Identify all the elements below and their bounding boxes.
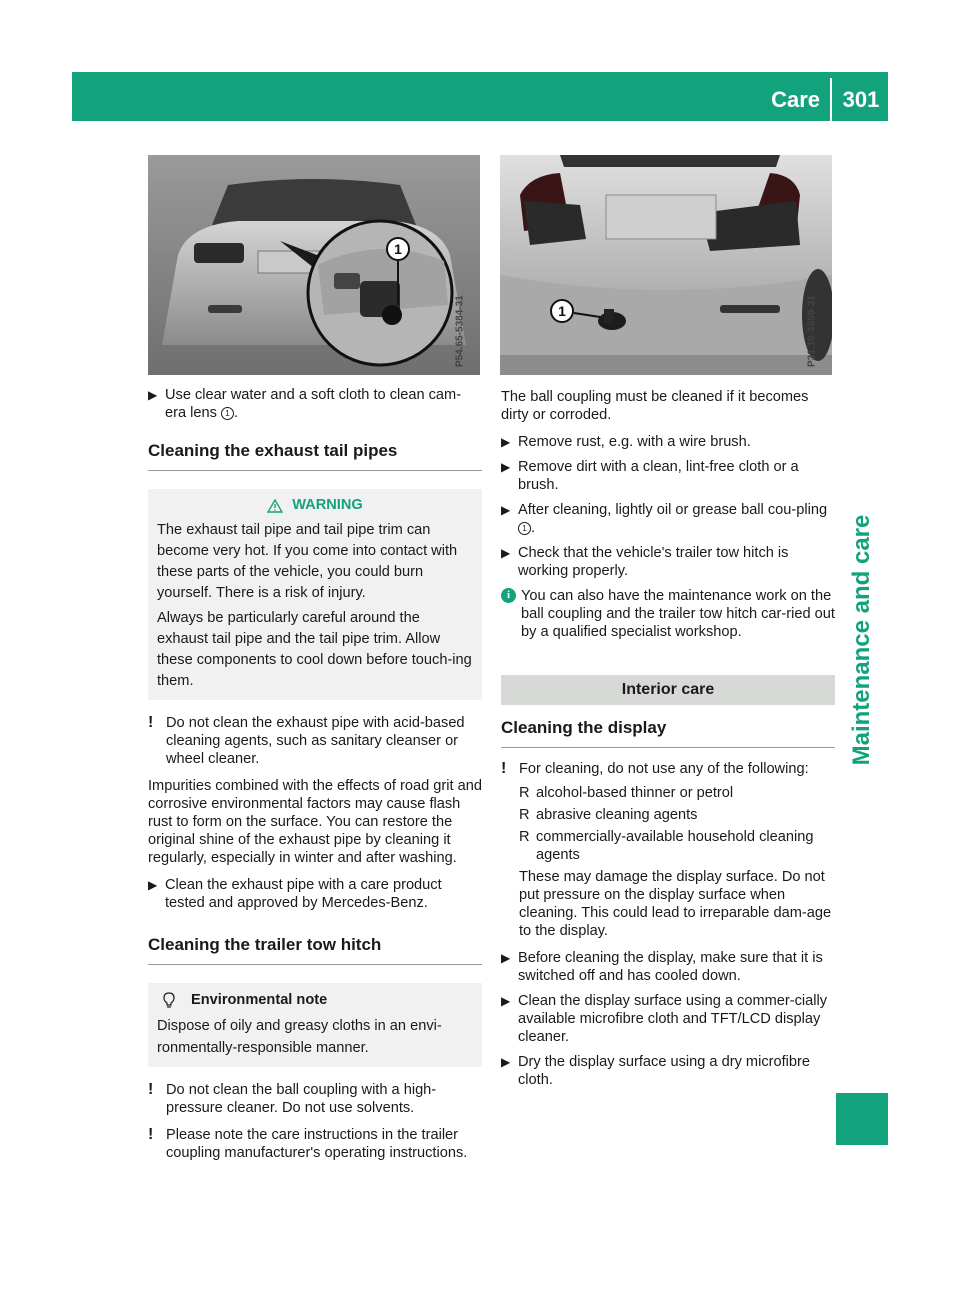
side-tab-marker	[836, 1093, 888, 1145]
left-column	[148, 386, 482, 1171]
ball-coupling-illustration	[500, 155, 832, 375]
environmental-note-title: Environmental note	[191, 992, 328, 1008]
heading-exhaust-tail-pipes: Cleaning the exhaust tail pipes	[148, 442, 482, 471]
info-note-maintenance: i You can also have the maintenance work on the ball coupling and the trailer tow hitch car-ried out by a qualified specialist workshop.	[501, 587, 835, 641]
step-arrow-icon: ▶	[148, 388, 158, 402]
bullet-r-icon: R	[519, 807, 530, 823]
warning-triangle-icon	[267, 499, 283, 513]
step-arrow-icon: ▶	[501, 503, 511, 517]
environment-bulb-icon	[163, 992, 175, 1008]
environmental-note-box	[148, 983, 482, 1067]
paragraph-ball-coupling: The ball coupling must be cleaned if it becomes dirty or corroded.	[501, 389, 809, 423]
ball-coupling-photo	[500, 155, 832, 375]
warning-text-1: The exhaust tail pipe and tail pipe trim can become very hot. If you come into contact with these parts of the vehicle, you could burn yourself. There is a risk of injury.	[157, 522, 458, 601]
info-icon: i	[501, 588, 516, 603]
caution-icon: !	[148, 1081, 154, 1098]
step-arrow-icon: ▶	[501, 994, 511, 1008]
warning-box	[148, 489, 482, 700]
page-header	[72, 72, 888, 121]
step-dry-display: ▶ Dry the display surface using a dry microfibre cloth.	[501, 1054, 810, 1088]
bullet-item: R commercially-available household cleaning agents	[519, 829, 814, 863]
note-display-cleaning: ! For cleaning, do not use any of the following: R alcohol-based thinner or petrol R abrasive cleaning agents R commercially-available household cleaning agents These may damage the display surface. Do not put pressure on the display surface when cleaning. This could lead to irreparable dam-age to the display.	[501, 760, 835, 940]
note-display-warning-text: These may damage the display surface. Do not put pressure on the display surface when cleaning. This could lead to irreparable dam-age to the display.	[519, 869, 832, 939]
note-manufacturer-instructions: ! Please note the care instructions in the trailer coupling manufacturer's operating instructions.	[148, 1126, 468, 1161]
callout-1-right: 1	[558, 303, 566, 319]
step-clean-exhaust: ▶ Clean the exhaust pipe with a care product tested and approved by Mercedes-Benz.	[148, 877, 442, 911]
step-arrow-icon: ▶	[501, 1055, 511, 1069]
caution-icon: !	[501, 760, 507, 777]
page-number: 301	[842, 87, 880, 112]
heading-cleaning-display: Cleaning the display	[501, 719, 835, 748]
caution-icon: !	[148, 1126, 154, 1143]
step-arrow-icon: ▶	[148, 878, 158, 892]
side-chapter-tab	[836, 480, 888, 800]
photo-code-left: P54.65-5384-31	[455, 295, 466, 367]
note-acid-cleaning: ! Do not clean the exhaust pipe with acid-based cleaning agents, such as sanitary cleanser or wheel cleaner.	[148, 714, 465, 767]
bullet-r-icon: R	[519, 785, 530, 801]
environmental-note-text: Dispose of oily and greasy cloths in an envi-ronmentally-responsible manner.	[157, 1018, 442, 1056]
bullet-r-icon: R	[519, 829, 530, 845]
callout-1-left: 1	[394, 241, 402, 257]
step-switch-off-display: ▶ Before cleaning the display, make sure that it is switched off and has cooled down.	[501, 950, 823, 984]
step-arrow-icon: ▶	[501, 546, 511, 560]
reference-1-icon: 1	[221, 407, 234, 420]
warning-text-2: Always be particularly careful around the exhaust tail pipe and the tail pipe trim. Allow these components to cool down before touch-ing them.	[157, 610, 472, 689]
camera-lens-photo	[148, 155, 480, 375]
chapter-title: Care	[771, 87, 820, 112]
side-tab-label: Maintenance and care	[848, 514, 875, 766]
step-remove-dirt: ▶ Remove dirt with a clean, lint-free cloth or a brush.	[501, 459, 799, 493]
reference-1-icon: 1	[518, 522, 531, 535]
step-arrow-icon: ▶	[501, 951, 511, 965]
caution-icon: !	[148, 714, 154, 731]
paragraph-flash-rust: Impurities combined with the effects of road grit and corrosive environmental factors may cause flash rust to form on the surface. You can restore the original shine of the exhaust pipe by cleaning it regularly, especially in winter and after washing.	[148, 778, 482, 866]
warning-title: WARNING	[292, 497, 363, 513]
header-divider	[830, 78, 832, 121]
note-high-pressure: ! Do not clean the ball coupling with a high-pressure cleaner. Do not use solvents.	[148, 1081, 437, 1116]
step-oil-ball-coupling: ▶ After cleaning, lightly oil or grease ball cou-pling 1 .	[501, 502, 828, 536]
right-column	[501, 388, 835, 1096]
step-check-tow-hitch: ▶ Check that the vehicle's trailer tow hitch is working properly.	[501, 545, 789, 579]
step-remove-rust: ▶ Remove rust, e.g. with a wire brush.	[501, 434, 751, 450]
step-arrow-icon: ▶	[501, 460, 511, 474]
photo-code-right: P31.10-3559-31	[807, 295, 818, 367]
section-interior-care: Interior care	[501, 675, 835, 705]
step-clean-display-surface: ▶ Clean the display surface using a commer-cially available microfibre cloth and TFT/LCD display cleaner.	[501, 993, 828, 1045]
bullet-item: R abrasive cleaning agents	[519, 807, 698, 823]
bullet-item: R alcohol-based thinner or petrol	[519, 785, 734, 801]
step-arrow-icon: ▶	[501, 435, 511, 449]
step-clean-camera-lens: ▶ Use clear water and a soft cloth to clean cam- era lens 1 .	[148, 387, 462, 421]
camera-lens-illustration	[148, 155, 480, 375]
heading-trailer-tow-hitch: Cleaning the trailer tow hitch	[148, 936, 482, 965]
